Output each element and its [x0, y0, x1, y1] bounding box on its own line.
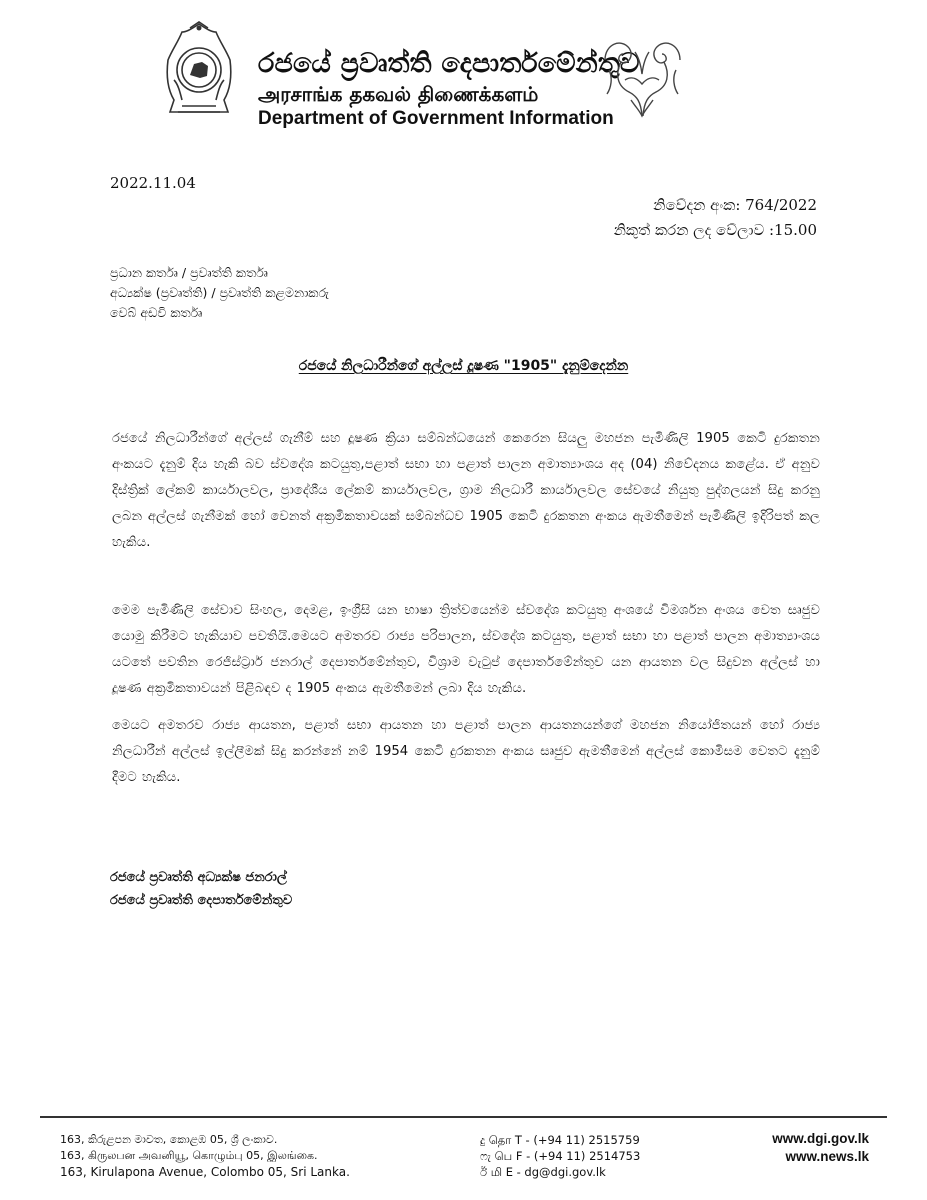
footer-websites: [772, 1130, 869, 1166]
headline: රජයේ නිලධාරීන්ගේ අල්ලස් දූෂණ "1905" දැනුම්දෙන්න: [298, 358, 629, 374]
body-paragraph: මෙයට අමතරව රාජ්‍ය ආයතන, පළාත් සභා ආයතන හා පළාත් පාලන ආයතනයන්ගේ මහජන නියෝජිතයන් හෝ රාජ්‍ය නිලධාරීන් අල්ලස් ඉල්ලීමක් සිදු කරන්නේ නම් 1954 කෙටි දුරකතන අංකය සෘජුව ඇමතීමෙන් අල්ලස් කොමිසම වෙතට දැනුම් දීමට හැකිය.: [112, 718, 820, 785]
release-number: නිවේදන අංක: 764/2022: [653, 196, 817, 214]
address-english: 163, Kirulapona Avenue, Colombo 05, Sri Lanka.: [60, 1165, 350, 1179]
footer-divider: [40, 1116, 887, 1118]
footer-contacts: [480, 1132, 640, 1180]
org-name-sinhala: රජයේ ප්‍රවෘත්ති දෙපාර්තමේන්තුව: [258, 48, 640, 79]
release-time: නිකුත් කරන ලද වේලාව :15.00: [613, 221, 817, 239]
body-paragraph: මෙම පැමිණිලි සේවාව සිංහල, දෙමළ, ඉංග්‍රීසි යන භාෂා ත්‍රිත්වයෙන්ම ස්වදේශ කටයුතු අංශයේ විමර්ශන අංශය වෙත සෘජුව යොමු කිරීමට හැකියාව පවතියි.මෙයට අමතරව රාජ්‍ය පරිපාලන, ස්වදේශ කටයුතු, පළාත් සභා හා පළාත් පාලන අමාත්‍යාංශය යටතේ පවතින රෙජිස්ට්‍රාර් ජනරාල් දෙපාර්තමේන්තුව, විශ්‍රාම වැටුප් දෙපාර්තමේන්තුව යන ආයතන වල සිදුවන අල්ලස් හා දූෂණ අක්‍රමිකතාවයන් පිළිබඳව ද 1905 අංකය ඇමතීමෙන් ලබා දිය හැකිය.: [112, 603, 820, 696]
org-name-tamil: அரசாங்க தகவல் திணைக்களம்: [258, 82, 539, 106]
recipient-line: වෙබ් අඩවි කර්තෘ: [110, 305, 203, 320]
signoff-block: [110, 866, 292, 912]
address-sinhala: 163, කිරුළපන මාවත, කොළඹ 05, ශ්‍රී ලංකාව.: [60, 1133, 278, 1146]
signoff-department: රජයේ ප්‍රවෘත්ති දෙපාර්තමේන්තුව: [110, 893, 293, 908]
swan-motif-icon: [595, 30, 690, 125]
recipient-line: ප්‍රධාන කර්තෘ / ප්‍රවෘත්ති කර්තෘ: [110, 265, 268, 280]
contact-email[interactable]: ඊ மி E - dg@dgi.gov.lk: [480, 1165, 606, 1179]
address-tamil: 163, கிருலபன அவனியூ, கொழும்பு 05, இலங்கை.: [60, 1149, 318, 1162]
org-name-english: Department of Government Information: [258, 108, 614, 129]
recipient-list: [110, 263, 329, 323]
contact-fax: ෆැ பெ F - (+94 11) 2514753: [480, 1149, 641, 1163]
website-link-news[interactable]: www.news.lk: [785, 1149, 869, 1164]
website-link-dgi[interactable]: www.dgi.gov.lk: [772, 1131, 869, 1146]
footer-address: [60, 1132, 350, 1180]
signoff-title: රජයේ ප්‍රවෘත්ති අධ්‍යක්ෂ ජනරාල්: [110, 870, 287, 885]
body-paragraph: රජයේ නිලධාරීන්ගේ අල්ලස් ගැනීම් සහ දූෂණ ක්‍රියා සම්බන්ධයෙන් කෙරෙන සියලු මහජන පැමිණිලි 1905 කෙටි දුරකතන අංකයට දැනුම් දිය හැකි බව ස්වදේශ කටයුතු,පළාත් සභා හා පළාත් පාලන අමාත්‍යාංශය අද (04) නිවේදනය කළේය. ඒ අනුව දිස්ත්‍රික් ලේකම් කාර්යාලවල, ප්‍රාදේශීය ලේකම් කාර්යාලවල, ග්‍රාම නිලධාරී කාර්යාලවල සේවයේ නියුතු පුද්ගලයන් සිදු කරනු ලබන අල්ලස් ගැනීමක් හෝ වෙනත් අක්‍රමිකතාවයක් සම්බන්ධව 1905 කෙටි දුරකතන අංකය ඇමතීමෙන් පැමිණිලි ඉදිරිපත් කල හැකිය.: [112, 431, 820, 550]
national-emblem-icon: [160, 20, 238, 120]
release-date: 2022.11.04: [110, 174, 196, 192]
recipient-line: අධ්‍යක්ෂ (ප්‍රවෘත්ති) / ප්‍රවෘත්ති කළමනාකරු: [110, 285, 329, 300]
contact-phone: දු தொ T - (+94 11) 2515759: [480, 1133, 640, 1147]
